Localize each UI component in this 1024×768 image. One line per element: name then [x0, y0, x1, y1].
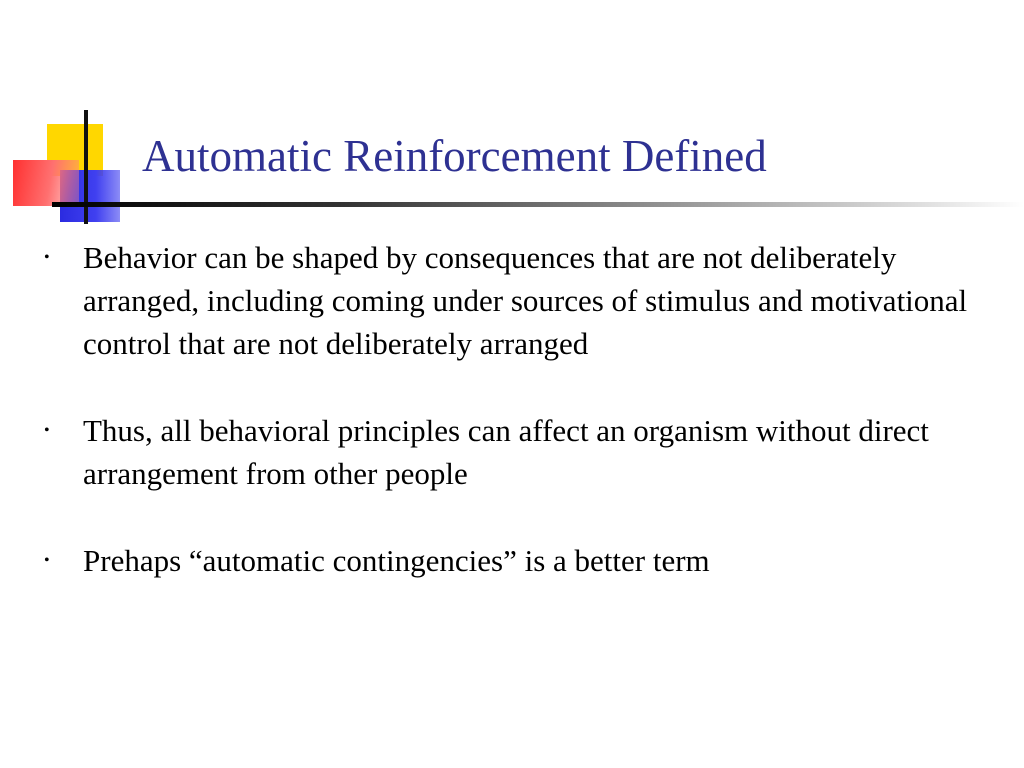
bullet-text: Behavior can be shaped by consequences that are not deliberately arranged, including coming under sources of stimulus and motivational control that are not deliberately arranged — [83, 240, 968, 361]
bullet-marker: • — [44, 249, 50, 266]
bullet-marker: • — [44, 422, 50, 439]
bullet-item — [40, 409, 1010, 495]
title-underline — [52, 202, 1024, 207]
bullet-text: Thus, all behavioral principles can affect an organism without direct arrangement from other people — [83, 413, 929, 491]
bullet-marker: • — [44, 552, 50, 569]
red-square — [13, 160, 79, 206]
bullet-item — [40, 236, 1010, 365]
bullet-list — [40, 236, 1010, 626]
slide-title: Automatic Reinforcement Defined — [142, 131, 767, 181]
bullet-item — [40, 539, 1010, 582]
bullet-text: Prehaps “automatic contingencies” is a better term — [83, 543, 710, 578]
